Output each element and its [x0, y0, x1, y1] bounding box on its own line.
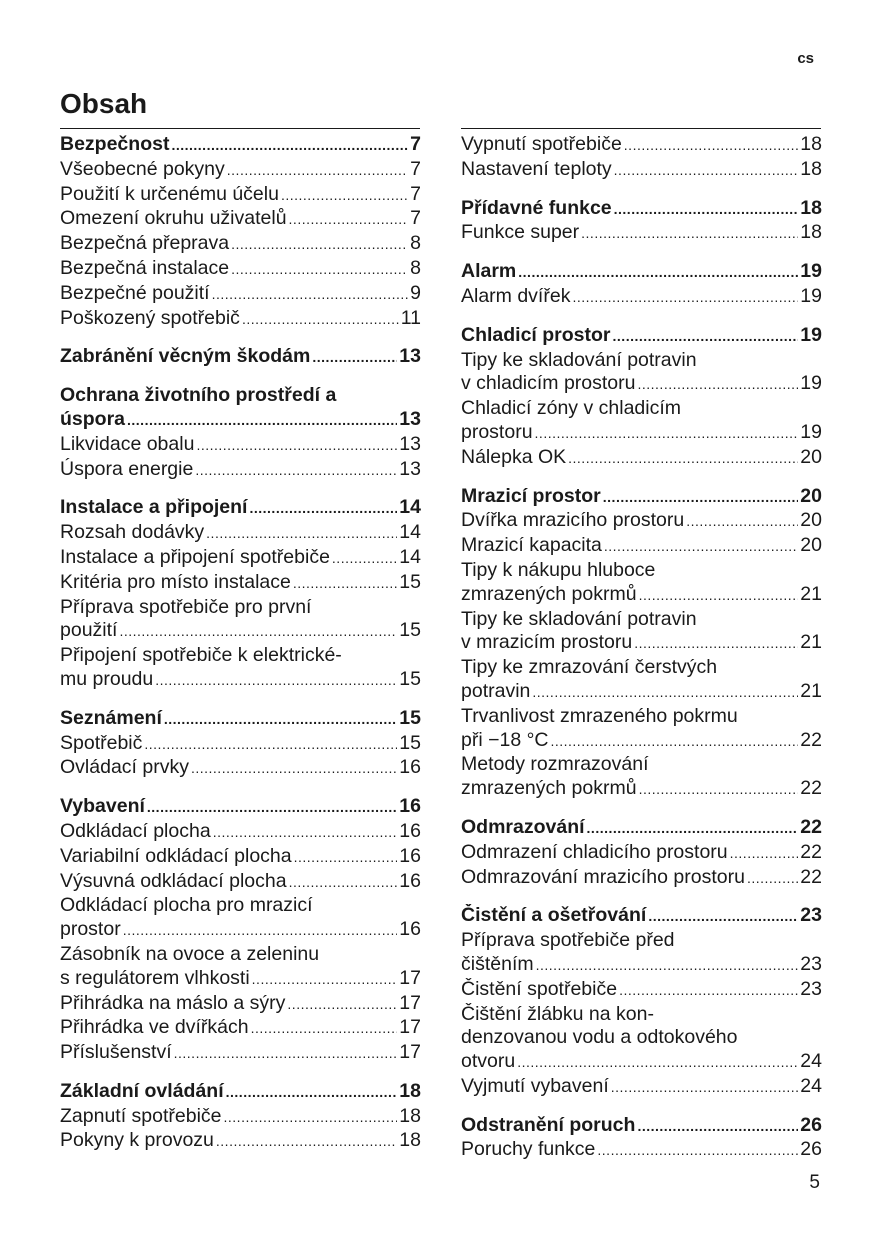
toc-entry[interactable] — [60, 918, 421, 943]
toc-entry-text: Vypnutí spotřebiče — [461, 133, 622, 155]
toc-entry-page: 21 — [800, 679, 822, 702]
toc-entry-text: v chladicím prostoru — [461, 372, 636, 395]
toc-entry-page: 7 — [410, 207, 421, 230]
toc-entry-page: 15 — [399, 619, 421, 642]
dot-leader — [587, 817, 799, 841]
toc-section-heading[interactable] — [60, 408, 421, 433]
toc-entry-text: použití — [60, 619, 118, 642]
toc-section-heading[interactable] — [60, 707, 421, 732]
toc-column-left — [60, 133, 421, 1168]
toc-entry[interactable] — [60, 870, 421, 895]
toc-section — [461, 197, 822, 247]
toc-entry-text: Zabránění věcným škodám — [60, 345, 311, 368]
toc-section-heading[interactable] — [461, 324, 822, 349]
toc-entry-page: 23 — [800, 952, 822, 975]
dot-leader — [289, 871, 398, 895]
toc-entry-page: 20 — [800, 534, 822, 557]
toc-entry-text-continued: denzovanou vodu a odtokového — [461, 1026, 738, 1049]
toc-entry-text: Alarm dvířek — [461, 284, 571, 307]
dot-leader — [293, 572, 397, 596]
dot-leader — [597, 1139, 798, 1163]
dot-leader — [281, 184, 408, 208]
toc-entry-page: 13 — [399, 345, 421, 368]
toc-entry-text-continued: Připojení spotřebiče k elektrické- — [60, 644, 342, 667]
toc-entry-text: Seznámení — [60, 706, 162, 729]
dot-leader — [196, 434, 397, 458]
dot-leader — [611, 1076, 799, 1100]
dot-leader — [242, 308, 399, 332]
toc-section — [60, 384, 421, 482]
toc-entry-text: Přihrádka ve dvířkách — [60, 1016, 249, 1039]
toc-entry-text: čištěním — [461, 952, 534, 975]
toc-entry-text: Odkládací plocha — [60, 819, 211, 842]
toc-section-heading[interactable] — [60, 496, 421, 521]
toc-section-heading[interactable] — [461, 904, 822, 929]
toc-entry[interactable] — [461, 1075, 822, 1100]
toc-entry-text: Dvířka mrazicího prostoru — [461, 509, 685, 532]
toc-entry-page: 26 — [800, 1113, 822, 1136]
toc-entry-page: 13 — [399, 407, 421, 430]
toc-entry-text: Bezpečné použití — [60, 281, 210, 304]
toc-entry-page: 13 — [399, 457, 421, 480]
toc-entry-page: 22 — [800, 865, 822, 888]
dot-leader — [730, 842, 799, 866]
toc-entry-text: potravin — [461, 679, 531, 702]
toc-entry-text: Zapnutí spotřebiče — [60, 1104, 222, 1127]
dot-leader — [639, 584, 799, 608]
toc-entry-page: 17 — [399, 991, 421, 1014]
toc-entry-page: 22 — [800, 840, 822, 863]
toc-entry-text: otvoru — [461, 1050, 516, 1073]
toc-entry[interactable] — [461, 777, 822, 802]
dot-leader — [568, 447, 798, 471]
dot-leader — [619, 979, 798, 1003]
dot-leader — [550, 730, 798, 754]
toc-entry[interactable] — [60, 433, 421, 458]
dot-leader — [614, 198, 799, 222]
toc-entry-page: 26 — [800, 1138, 822, 1161]
dot-leader — [637, 373, 798, 397]
toc-section — [461, 260, 822, 310]
page-number: 5 — [809, 1172, 820, 1193]
dot-leader — [123, 919, 398, 943]
toc-entry-page: 16 — [399, 819, 421, 842]
dot-leader — [747, 867, 798, 891]
dot-leader — [287, 993, 397, 1017]
dot-leader — [289, 208, 409, 232]
toc-entry[interactable] — [461, 1138, 822, 1163]
toc-entry-text-continued: Metody rozmrazování — [461, 753, 649, 776]
toc-entry[interactable] — [60, 845, 421, 870]
toc-entry[interactable] — [461, 221, 822, 246]
toc-entry[interactable] — [60, 158, 421, 183]
toc-entry[interactable] — [60, 732, 421, 757]
toc-entry-page: 18 — [800, 133, 822, 155]
toc-entry[interactable] — [60, 668, 421, 693]
toc-entry-page: 19 — [800, 420, 822, 443]
toc-section-heading[interactable] — [461, 816, 822, 841]
toc-entry-text: Všeobecné pokyny — [60, 157, 225, 180]
toc-entry-page: 16 — [399, 869, 421, 892]
toc-entry-text-continued: Ochrana životního prostředí a — [60, 384, 337, 407]
dot-leader — [174, 1042, 398, 1066]
toc-entry-page: 15 — [399, 706, 421, 729]
title-rule-right — [461, 128, 821, 129]
toc-entry[interactable] — [60, 1041, 421, 1066]
dot-leader — [191, 757, 397, 781]
toc-entry-page: 19 — [800, 260, 822, 283]
toc-entry-text: Základní ovládání — [60, 1079, 224, 1102]
toc-entry-text-continued: Tipy ke skladování potravin — [461, 607, 697, 630]
dot-leader — [614, 159, 799, 183]
toc-column-right — [461, 133, 822, 1177]
toc-section — [60, 1080, 421, 1154]
toc-section — [461, 816, 822, 890]
toc-entry[interactable] — [60, 1016, 421, 1041]
toc-section — [60, 707, 421, 781]
toc-entry-page: 18 — [800, 221, 822, 244]
toc-entry-page: 18 — [800, 157, 822, 180]
toc-entry[interactable] — [461, 421, 822, 446]
dot-leader — [206, 522, 397, 546]
toc-entry-text: v mrazicím prostoru — [461, 631, 633, 654]
dot-leader — [536, 954, 799, 978]
toc-entry-text: Odmrazení chladicího prostoru — [461, 840, 728, 863]
toc-entry-text: Přídavné funkce — [461, 196, 612, 219]
dot-leader — [517, 1051, 798, 1075]
toc-entry-page: 14 — [399, 545, 421, 568]
toc-entry[interactable] — [461, 680, 822, 705]
dot-leader — [171, 134, 408, 158]
toc-entry-page: 24 — [800, 1050, 822, 1073]
toc-entry-page: 15 — [399, 667, 421, 690]
toc-entry-text: Nastavení teploty — [461, 157, 612, 180]
dot-leader — [224, 1106, 398, 1130]
toc-entry-page: 15 — [399, 731, 421, 754]
dot-leader — [532, 681, 798, 705]
toc-entry-text: Ovládací prvky — [60, 756, 189, 779]
toc-entry-text: Odstranění poruch — [461, 1113, 636, 1136]
toc-entry[interactable] — [461, 583, 822, 608]
toc-entry[interactable] — [461, 841, 822, 866]
toc-entry-text: Instalace a připojení — [60, 496, 248, 519]
toc-entry[interactable] — [461, 953, 822, 978]
toc-entry-page: 18 — [399, 1104, 421, 1127]
toc-entry[interactable] — [461, 372, 822, 397]
dot-leader — [637, 1115, 798, 1139]
page-title: Obsah — [60, 88, 148, 119]
dot-leader — [634, 632, 798, 656]
toc-entry-page: 18 — [399, 1079, 421, 1102]
toc-entry-text-continued: Zásobník na ovoce a zeleninu — [60, 942, 320, 965]
toc-entry-text: prostor — [60, 918, 121, 941]
toc-entry-page: 20 — [800, 445, 822, 468]
toc-entry-page: 17 — [399, 966, 421, 989]
toc-entry[interactable] — [461, 534, 822, 559]
toc-entry-text: Výsuvná odkládací plocha — [60, 869, 287, 892]
toc-entry-text-continued: Tipy ke skladování potravin — [461, 348, 697, 371]
toc-entry[interactable] — [60, 1105, 421, 1130]
dot-leader — [535, 422, 799, 446]
toc-entry[interactable] — [60, 282, 421, 307]
toc-entry[interactable] — [461, 285, 822, 310]
toc-entry-page: 13 — [399, 432, 421, 455]
dot-leader — [227, 159, 408, 183]
toc-entry-text-continued: Tipy k nákupu hluboce — [461, 558, 656, 581]
toc-entry-page: 20 — [800, 484, 822, 507]
toc-entry-text: Rozsah dodávky — [60, 521, 205, 544]
toc-entry-text: Mrazicí kapacita — [461, 534, 602, 557]
toc-entry-page: 8 — [410, 256, 421, 279]
dot-leader — [312, 346, 397, 370]
toc-entry-page: 17 — [399, 1016, 421, 1039]
toc-entry-text: Použití k určenému účelu — [60, 182, 279, 205]
toc-entry-page: 19 — [800, 323, 822, 346]
toc-entry-page: 19 — [800, 284, 822, 307]
toc-entry-text: Kritéria pro místo instalace — [60, 570, 291, 593]
toc-entry-page: 18 — [800, 196, 822, 219]
toc-entry-page: 16 — [399, 795, 421, 818]
toc-entry[interactable] — [60, 1129, 421, 1154]
toc-entry-text-continued: Tipy ke zmrazování čerstvých — [461, 656, 718, 679]
dot-leader — [686, 510, 798, 534]
toc-entry-text: prostoru — [461, 420, 533, 443]
toc-entry-page: 16 — [399, 756, 421, 779]
toc-entry[interactable] — [60, 571, 421, 596]
toc-section — [60, 496, 421, 692]
toc-entry-text: Příslušenství — [60, 1041, 172, 1064]
toc-entry[interactable] — [60, 257, 421, 282]
toc-entry-page: 15 — [399, 570, 421, 593]
toc-entry-text: Vyjmutí vybavení — [461, 1074, 609, 1097]
dot-leader — [249, 497, 397, 521]
toc-entry-text: Poruchy funkce — [461, 1138, 596, 1161]
toc-section-heading[interactable] — [461, 1114, 822, 1139]
dot-leader — [604, 535, 798, 559]
toc-entry-text: Chladicí prostor — [461, 323, 611, 346]
toc-entry-text: Čistění spotřebiče — [461, 977, 618, 1000]
toc-entry-text: zmrazených pokrmů — [461, 582, 637, 605]
toc-entry-page: 23 — [800, 977, 822, 1000]
dot-leader — [231, 258, 408, 282]
toc-entry[interactable] — [461, 866, 822, 891]
toc-entry[interactable] — [461, 631, 822, 656]
toc-entry-text: Odmrazování mrazicího prostoru — [461, 865, 745, 888]
dot-leader — [127, 409, 397, 433]
toc-entry-page: 14 — [399, 521, 421, 544]
dot-leader — [226, 1081, 398, 1105]
toc-entry-text-continued: Příprava spotřebiče pro první — [60, 595, 312, 618]
toc-entry-text: Bezpečnost — [60, 133, 170, 155]
toc-entry[interactable] — [60, 207, 421, 232]
dot-leader — [624, 134, 799, 158]
toc-entry-text: Bezpečná instalace — [60, 256, 230, 279]
toc-entry-text: Nálepka OK — [461, 445, 567, 468]
toc-section — [461, 133, 822, 183]
toc-section-heading[interactable] — [60, 1080, 421, 1105]
toc-entry-text-continued: Odkládací plocha pro mrazicí — [60, 894, 313, 917]
toc-entry-text: Omezení okruhu uživatelů — [60, 207, 287, 230]
dot-leader — [231, 233, 408, 257]
toc-entry-text: mu proudu — [60, 667, 154, 690]
toc-entry-text: Bezpečná přeprava — [60, 232, 230, 255]
toc-entry-page: 22 — [800, 815, 822, 838]
toc-entry-text: zmrazených pokrmů — [461, 777, 637, 800]
toc-section — [461, 485, 822, 802]
dot-leader — [195, 459, 397, 483]
toc-entry-text: Úspora energie — [60, 457, 194, 480]
toc-entry-page: 22 — [800, 777, 822, 800]
toc-entry-text: Přihrádka na máslo a sýry — [60, 991, 286, 1014]
toc-entry-text-continued: Čištění žlábku na kon- — [461, 1002, 654, 1025]
toc-entry-text: Poškozený spotřebič — [60, 306, 240, 329]
dot-leader — [164, 708, 397, 732]
toc-entry-page: 11 — [400, 306, 421, 329]
toc-entry-page: 7 — [410, 133, 421, 155]
toc-entry-page: 7 — [410, 157, 421, 180]
toc-entry-text: úspora — [60, 407, 126, 430]
toc-entry-page: 9 — [410, 281, 421, 304]
toc-section — [60, 133, 421, 331]
toc-section — [60, 795, 421, 1066]
toc-entry[interactable] — [461, 158, 822, 183]
toc-section — [60, 345, 421, 370]
toc-entry[interactable] — [60, 521, 421, 546]
dot-leader — [252, 968, 398, 992]
language-code: cs — [797, 50, 814, 67]
toc-entry-text-continued: Chladicí zóny v chladicím — [461, 397, 682, 420]
toc-section-heading[interactable] — [461, 197, 822, 222]
toc-entry[interactable] — [60, 232, 421, 257]
toc-section-heading[interactable] — [60, 133, 421, 158]
toc-entry-page: 21 — [800, 582, 822, 605]
toc-entry-text: Funkce super — [461, 221, 580, 244]
toc-entry-text: Vybavení — [60, 795, 145, 818]
dot-leader — [155, 669, 397, 693]
toc-entry[interactable] — [461, 978, 822, 1003]
toc-entry-page: 24 — [800, 1074, 822, 1097]
dot-leader — [639, 778, 799, 802]
toc-section-heading[interactable] — [461, 485, 822, 510]
toc-entry-page: 16 — [399, 918, 421, 941]
toc-section — [461, 324, 822, 471]
toc-section-heading[interactable] — [461, 260, 822, 285]
dot-leader — [212, 283, 409, 307]
toc-entry[interactable] — [461, 446, 822, 471]
toc-entry-page: 16 — [399, 844, 421, 867]
toc-entry-text: s regulátorem vlhkosti — [60, 966, 250, 989]
toc-entry[interactable] — [60, 458, 421, 483]
toc-entry[interactable] — [461, 729, 822, 754]
toc-entry-page: 23 — [800, 904, 822, 927]
toc-entry[interactable] — [461, 1050, 822, 1075]
dot-leader — [213, 821, 398, 845]
toc-entry-text: při −18 °C — [461, 728, 549, 751]
toc-entry[interactable] — [60, 820, 421, 845]
toc-entry-text: Odmrazování — [461, 815, 585, 838]
dot-leader — [332, 547, 397, 571]
dot-leader — [119, 620, 397, 644]
toc-entry-page: 18 — [399, 1129, 421, 1152]
toc-entry[interactable] — [60, 546, 421, 571]
toc-entry[interactable] — [60, 967, 421, 992]
dot-leader — [294, 846, 398, 870]
toc-section-heading[interactable] — [60, 345, 421, 370]
toc-section — [461, 904, 822, 1099]
toc-section-heading[interactable] — [60, 795, 421, 820]
dot-leader — [251, 1017, 398, 1041]
toc-entry-text: Likvidace obalu — [60, 432, 195, 455]
toc-entry-text-continued: Příprava spotřebiče před — [461, 929, 675, 952]
toc-entry-text: Instalace a připojení spotřebiče — [60, 545, 330, 568]
toc-entry-text: Spotřebič — [60, 731, 143, 754]
toc-section — [461, 1114, 822, 1164]
toc-entry-page: 21 — [800, 631, 822, 654]
dot-leader — [581, 222, 798, 246]
toc-entry-text: Mrazicí prostor — [461, 484, 601, 507]
dot-leader — [572, 286, 798, 310]
toc-entry[interactable] — [60, 307, 421, 332]
dot-leader — [518, 261, 798, 285]
dot-leader — [144, 733, 397, 757]
toc-entry-page: 19 — [800, 372, 822, 395]
toc-entry-page: 7 — [410, 182, 421, 205]
dot-leader — [648, 905, 798, 929]
dot-leader — [216, 1130, 397, 1154]
toc-entry-text: Čistění a ošetřování — [461, 904, 647, 927]
toc-entry-page: 20 — [800, 509, 822, 532]
toc-entry[interactable] — [60, 183, 421, 208]
dot-leader — [147, 796, 397, 820]
toc-entry-page: 22 — [800, 728, 822, 751]
dot-leader — [603, 486, 799, 510]
toc-entry-text-continued: Trvanlivost zmrazeného pokrmu — [461, 704, 738, 727]
toc-entry[interactable] — [60, 992, 421, 1017]
toc-entry-page: 17 — [399, 1041, 421, 1064]
toc-entry-page: 14 — [399, 496, 421, 519]
title-rule-left — [60, 128, 420, 129]
toc-entry[interactable] — [60, 756, 421, 781]
toc-entry-text: Pokyny k provozu — [60, 1129, 214, 1152]
dot-leader — [613, 325, 799, 349]
toc-entry[interactable] — [461, 509, 822, 534]
toc-entry[interactable] — [461, 133, 822, 158]
toc-entry[interactable] — [60, 619, 421, 644]
toc-entry-text: Variabilní odkládací plocha — [60, 844, 292, 867]
toc-entry-text: Alarm — [461, 260, 517, 283]
toc-entry-page: 8 — [410, 232, 421, 255]
